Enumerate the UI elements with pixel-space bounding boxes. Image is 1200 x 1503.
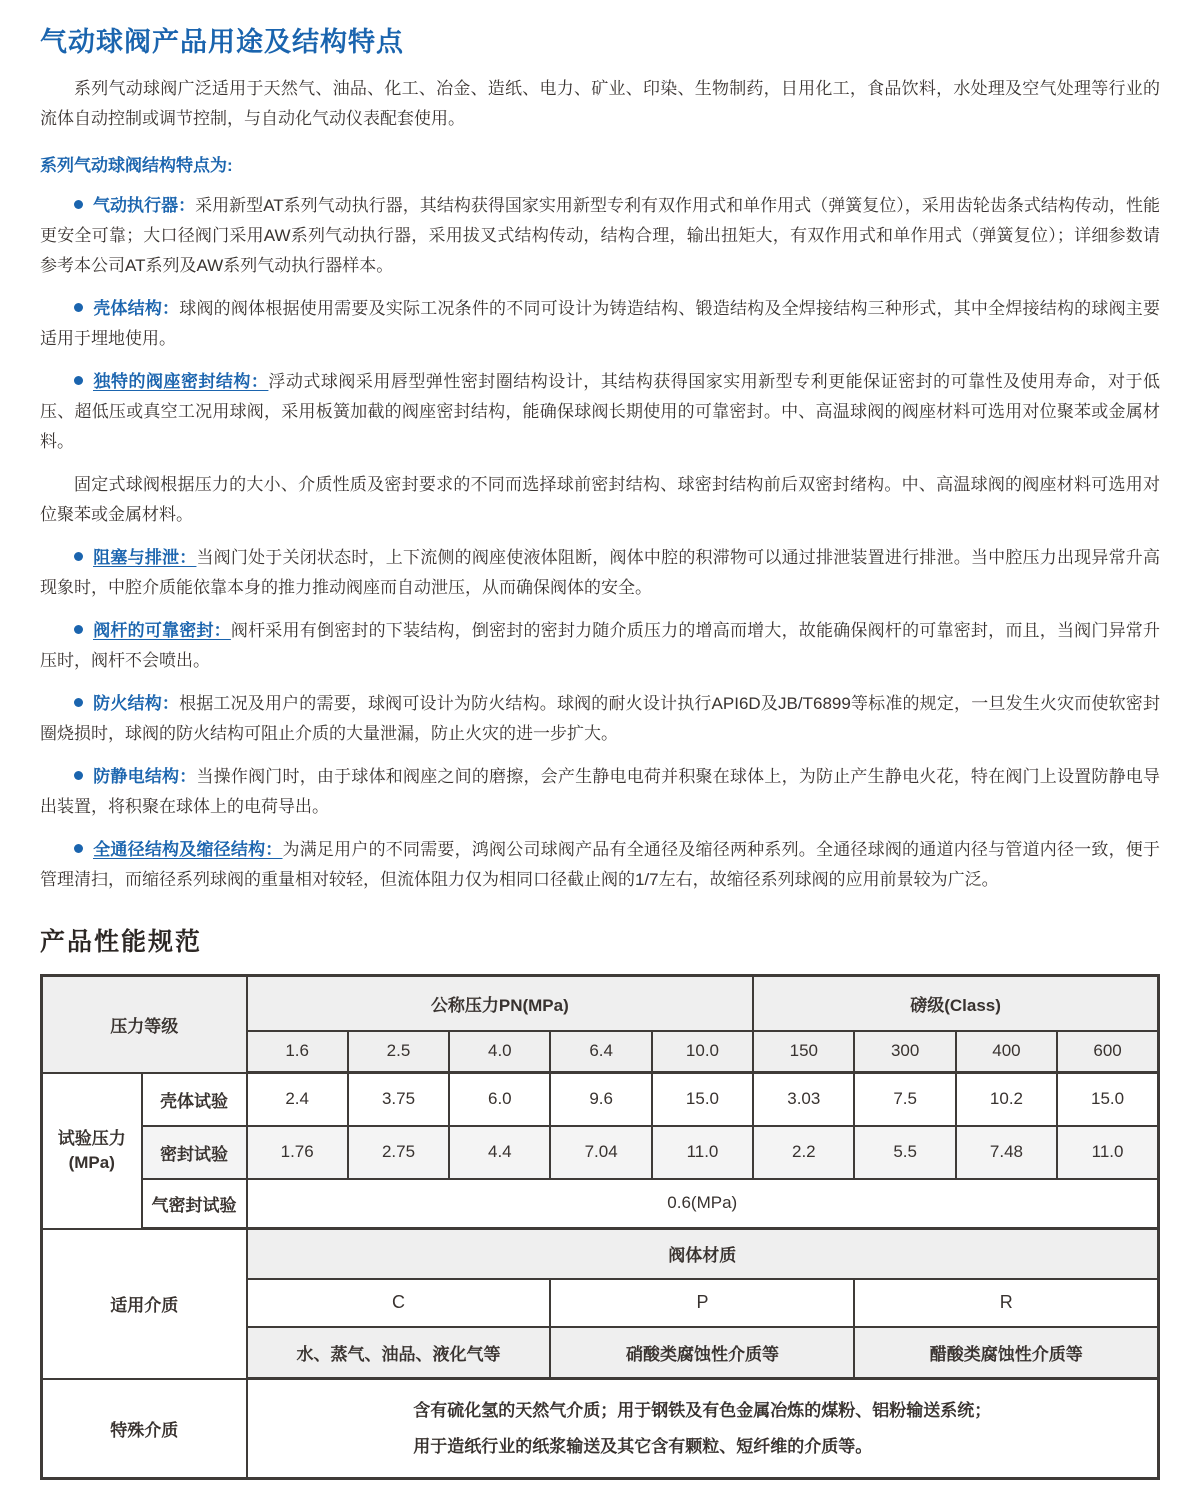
class-column-header: 300: [854, 1031, 955, 1073]
seal-test-value: 1.76: [247, 1126, 348, 1179]
shell-test-value: 10.2: [956, 1073, 1057, 1126]
shell-test-value: 15.0: [1057, 1073, 1158, 1126]
media-label: 适用介质: [42, 1229, 247, 1379]
seal-test-value: 11.0: [652, 1126, 753, 1179]
air-seal-test-label: 气密封试验: [142, 1179, 247, 1229]
bullet-icon: [74, 844, 83, 853]
seal-test-value: 11.0: [1057, 1126, 1158, 1179]
test-pressure-label-line2: (MPa): [68, 1152, 115, 1172]
class-column-header: 400: [956, 1031, 1057, 1073]
material-code: C: [247, 1279, 551, 1327]
seal-test-value: 2.2: [753, 1126, 854, 1179]
feature-item-block-and-drain: [40, 543, 1160, 603]
table-row: [42, 976, 1159, 1031]
material-code: P: [550, 1279, 854, 1327]
shell-test-value: 3.75: [348, 1073, 449, 1126]
page-title: 气动球阀产品用途及结构特点: [40, 27, 404, 57]
table-row: [42, 1229, 1159, 1279]
material-media: 水、蒸气、油品、液化气等: [247, 1327, 551, 1379]
seal-test-value: 7.04: [550, 1126, 651, 1179]
shell-test-value: 15.0: [652, 1073, 753, 1126]
material-code: R: [854, 1279, 1158, 1327]
bullet-icon: [74, 376, 83, 385]
class-header: 磅级(Class): [753, 976, 1158, 1031]
feature-label: 全通径结构及缩径结构：: [93, 840, 283, 859]
shell-test-label: 壳体试验: [142, 1073, 247, 1126]
feature-item-fireproof-structure: [40, 689, 1160, 749]
fixed-ball-paragraph: 固定式球阀根据压力的大小、介质性质及密封要求的不同而选择球前密封结构、球密封结构前后双密封绪构。中、高温球阀的阀座材料可选用对位聚苯或金属材料。: [40, 475, 1160, 524]
table-row: [42, 1073, 1159, 1126]
shell-test-value: 9.6: [550, 1073, 651, 1126]
seal-test-value: 2.75: [348, 1126, 449, 1179]
seal-test-value: 4.4: [449, 1126, 550, 1179]
feature-text: 根据工况及用户的需要，球阀可设计为防火结构。球阀的耐火设计执行API6D及JB/T6899等标准的规定，一旦发生火灾而使软密封圈烧损时，球阀的防火结构可阻止介质的大量泄漏，防止火灾的进一步扩大。: [40, 694, 1160, 743]
special-media-line2: 用于造纸行业的纸浆输送及其它含有颗粒、短纤维的介质等。: [413, 1436, 873, 1456]
feature-text: 为满足用户的不同需要，鸿阀公司球阀产品有全通径及缩径两种系列。全通径球阀的通道内径与管道内径一致，便于管理清扫，而缩径系列球阀的重量相对较轻，但流体阻力仅为相同口径截止阀的1/7左右，故缩径系列球阀的应用前景较为广泛。: [40, 840, 1160, 889]
special-media-line1: 含有硫化氢的天然气介质；用于钢铁及有色金属冶炼的煤粉、铝粉输送系统；: [413, 1400, 992, 1420]
feature-text: 球阀的阀体根据使用需要及实际工况条件的不同可设计为铸造结构、锻造结构及全焊接结构三种形式，其中全焊接结构的球阀主要适用于埋地使用。: [40, 299, 1161, 348]
pressure-grade-header: 压力等级: [42, 976, 247, 1073]
features-heading: 系列气动球阀结构特点为:: [40, 156, 233, 175]
feature-label: 防静电结构：: [93, 767, 197, 786]
feature-text: 采用新型AT系列气动执行器，其结构获得国家实用新型专利有双作用式和单作用式（弹簧复位），采用齿轮齿条式结构传动，性能更安全可靠；大口径阀门采用AW系列气动执行器，采用拔叉式结构传动，结构合理，输出扭矩大，有双作用式和单作用式（弹簧复位）；详细参数请参考本公司AT系列及AW系列气动执行器样本。: [40, 196, 1161, 275]
shell-test-value: 7.5: [854, 1073, 955, 1126]
feature-text: 浮动式球阀采用唇型弹性密封圈结构设计，其结构获得国家实用新型专利更能保证密封的可靠性及使用寿命，对于低压、超低压或真空工况用球阀，采用板簧加截的阀座密封结构，能确保球阀长期使用的可靠密封。中、高温球阀的阀座材料可选用对位聚苯或金属材料。: [40, 372, 1161, 451]
material-media: 硝酸类腐蚀性介质等: [550, 1327, 854, 1379]
seal-test-value: 7.48: [956, 1126, 1057, 1179]
table-row: [42, 1126, 1159, 1179]
air-seal-test-value: 0.6(MPa): [247, 1179, 1159, 1229]
table-row: [42, 1179, 1159, 1229]
shell-test-value: 6.0: [449, 1073, 550, 1126]
pn-column-header: 2.5: [348, 1031, 449, 1073]
pn-column-header: 10.0: [652, 1031, 753, 1073]
bullet-icon: [74, 200, 83, 209]
feature-label: 独特的阀座密封结构：: [93, 372, 269, 391]
feature-text: 当阀门处于关闭状态时，上下流侧的阀座使液体阻断，阀体中腔的积滞物可以通过排泄装置进行排泄。当中腔压力出现异常升高现象时，中腔介质能依靠本身的推力推动阀座而自动泄压，从而确保阀体的安全。: [40, 548, 1160, 597]
class-column-header: 150: [753, 1031, 854, 1073]
body-material-header: 阀体材质: [247, 1229, 1159, 1279]
feature-label: 防火结构：: [93, 694, 180, 713]
pn-column-header: 6.4: [550, 1031, 651, 1073]
special-media-text: [413, 1393, 991, 1465]
feature-item-seat-seal-structure: [40, 367, 1160, 457]
feature-label: 壳体结构：: [93, 299, 180, 318]
feature-text: 阀杆采用有倒密封的下装结构，倒密封的密封力随介质压力的增高而增大，故能确保阀杆的可靠密封，而且，当阀门异常升压时，阀杆不会喷出。: [40, 621, 1161, 670]
material-media: 醋酸类腐蚀性介质等: [854, 1327, 1158, 1379]
special-media-label: 特殊介质: [42, 1379, 247, 1479]
shell-test-value: 2.4: [247, 1073, 348, 1126]
feature-item-full-and-reduced-bore: [40, 835, 1160, 895]
class-column-header: 600: [1057, 1031, 1158, 1073]
feature-text: 当操作阀门时，由于球体和阀座之间的磨擦，会产生静电电荷并积聚在球体上，为防止产生静电火花，特在阀门上设置防静电导出装置，将积聚在球体上的电荷导出。: [40, 767, 1160, 816]
table-row: [42, 1379, 1159, 1479]
special-media-cell: [247, 1379, 1159, 1479]
feature-item-antistatic-structure: [40, 762, 1160, 822]
pn-header: 公称压力PN(MPa): [247, 976, 754, 1031]
intro-paragraph: 系列气动球阀广泛适用于天然气、油品、化工、冶金、造纸、电力、矿业、印染、生物制药，日用化工，食品饮料，水处理及空气处理等行业的流体自动控制或调节控制，与自动化气动仪表配套使用。: [40, 79, 1160, 128]
test-pressure-label-line1: 试验压力: [57, 1128, 126, 1148]
feature-item-pneumatic-actuator: [40, 191, 1160, 281]
pn-column-header: 4.0: [449, 1031, 550, 1073]
shell-test-value: 3.03: [753, 1073, 854, 1126]
spec-heading: 产品性能规范: [40, 928, 203, 956]
feature-label: 阀杆的可靠密封：: [93, 621, 231, 640]
bullet-icon: [74, 552, 83, 561]
seal-test-label: 密封试验: [142, 1126, 247, 1179]
feature-label: 阻塞与排泄：: [93, 548, 197, 567]
feature-item-shell-structure: [40, 294, 1160, 354]
bullet-icon: [74, 625, 83, 634]
test-pressure-label: [42, 1073, 142, 1229]
feature-item-stem-seal: [40, 616, 1160, 676]
bullet-icon: [74, 698, 83, 707]
bullet-icon: [74, 303, 83, 312]
seal-test-value: 5.5: [854, 1126, 955, 1179]
feature-label: 气动执行器：: [93, 196, 196, 215]
bullet-icon: [74, 771, 83, 780]
pn-column-header: 1.6: [247, 1031, 348, 1073]
spec-table: [40, 974, 1160, 1480]
